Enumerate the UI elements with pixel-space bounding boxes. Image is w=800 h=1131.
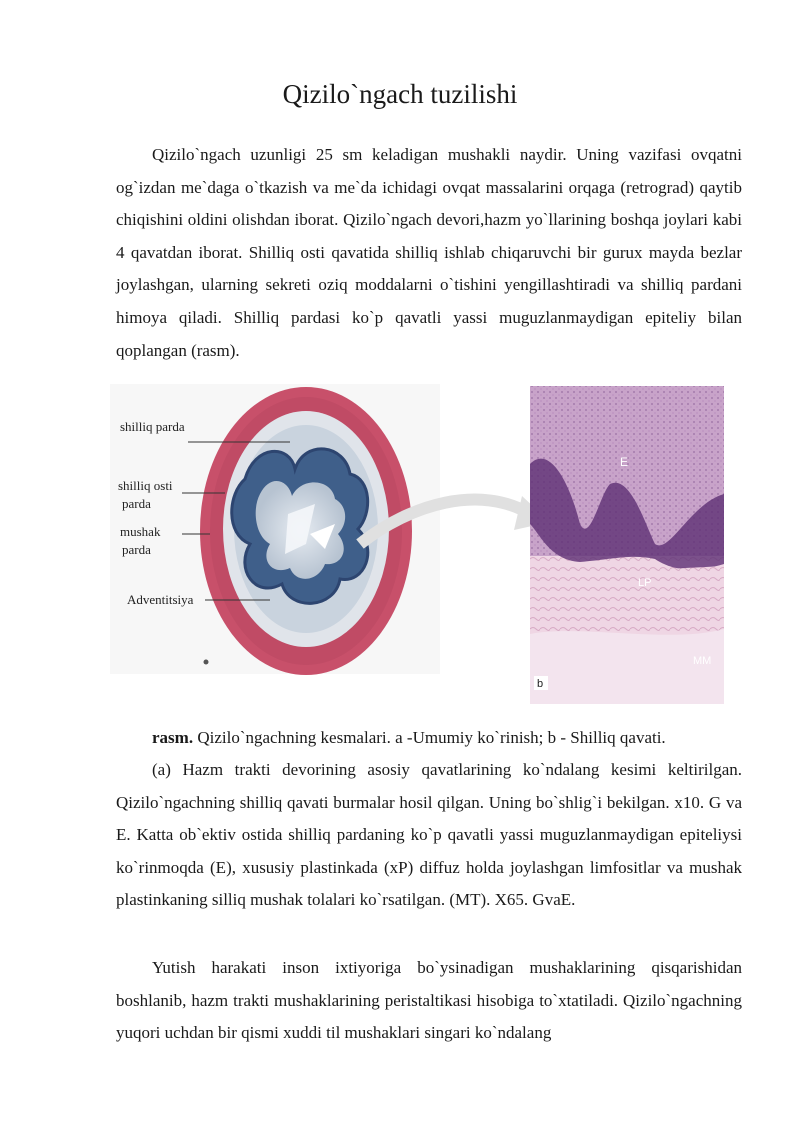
label-lp: LP xyxy=(638,577,652,589)
paragraph-swallowing: Yutish harakati inson ixtiyoriga bo`ysinadigan mushaklarining qisqarishidan boshlanib, hazm trakti mushaklarining peristaltikasi hisobiga to`xtatiladi. Qizilo`ngachning yuqori uchdan bir qismi xuddi til mushaklari singari ko`ndalang xyxy=(116,958,742,1043)
label-adventitia: Adventitsiya xyxy=(127,592,194,607)
label-submucosa-1: shilliq osti xyxy=(118,478,173,493)
caption-text: Qizilo`ngachning kesmalari. a -Umumiy ko`rinish; b - Shilliq qavati. xyxy=(193,728,666,747)
figure-dot xyxy=(204,660,209,665)
label-b: b xyxy=(537,678,544,690)
label-submucosa-2: parda xyxy=(122,496,151,511)
label-muscularis-1: mushak xyxy=(120,524,161,539)
page-title: Qizilo`ngach tuzilishi xyxy=(282,79,518,109)
paragraph-intro: Qizilo`ngach uzunligi 25 sm keladigan mushakli naydir. Uning vazifasi ovqatni og`izdan me`daga o`tkazish va me`da ichidagi ovqat massalarini orqaga (retrograd) qaytib chiqishini oldini olishdan iborat. Qizilo`ngach devori,hazm yo`llarining boshqa joylari kabi 4 qavatdan iborat. Shilliq osti qavatida shilliq ishlab chiqaruvchi bir gurux mayda bezlar joylashgan, ularning sekreti oziq moddalarni o`tishini yengillashtiradi va shilliq pardani himoya qiladi. Shilliq pardasi ko`p qavatli yassi muguzlanmaydigan epiteliy bilan qoplangan (rasm). xyxy=(116,145,742,360)
figure-illustration xyxy=(110,384,730,708)
histology-figure xyxy=(110,384,730,708)
label-muscularis-2: parda xyxy=(122,542,151,557)
caption-bold: rasm. xyxy=(152,728,194,747)
label-e: E xyxy=(620,455,629,469)
label-mucosa: shilliq parda xyxy=(120,419,185,434)
figure-caption xyxy=(116,722,742,755)
paragraph-figure-description: (a) Hazm trakti devorining asosiy qavatlarining ko`ndalang kesimi keltirilgan. Qizilo`ngachning shilliq qavati burmalar hosil qilgan. Uning bo`shlig`i bekilgan. x10. G va E. Katta ob`ektiv ostida shilliq pardaning ko`p qavatli yassi muguzlanmaydigan epiteliysi ko`rinmoqda (E), xususiy plastinkada (xP) diffuz holda joylashgan limfositlar va mushak plastinkaning silliq mushak tolalari ko`rsatilgan. (MT). X65. GvaE. xyxy=(116,760,742,910)
label-mm: MM xyxy=(693,655,712,667)
